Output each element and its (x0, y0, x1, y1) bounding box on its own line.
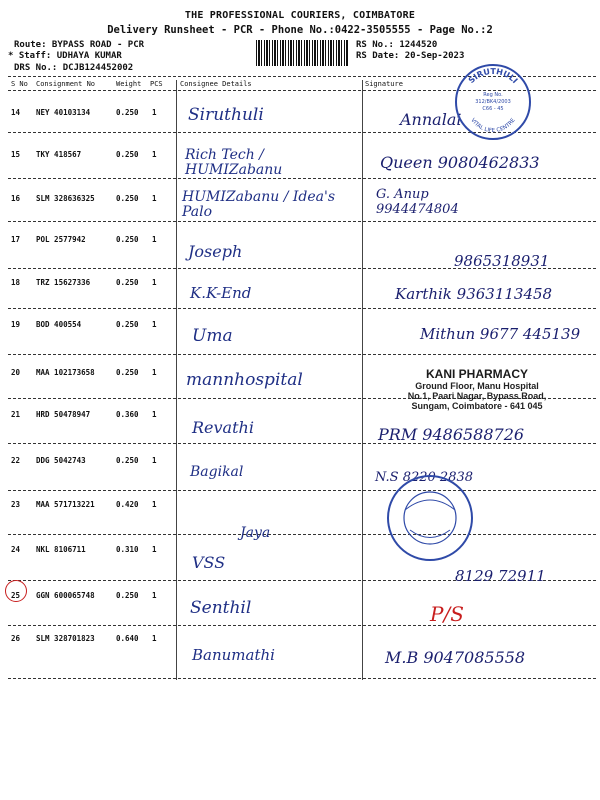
row-pcs: 1 (152, 194, 157, 203)
row-consignment: TKY 418567 (36, 150, 82, 159)
row-weight: 0.310 (116, 545, 139, 554)
row-sno: 19 (11, 320, 21, 329)
stamp-code: C66 - 45 (482, 106, 504, 112)
table-row (0, 482, 600, 524)
row-consignment: SLM 328701823 (36, 634, 95, 643)
col-consignee: Consignee Details (180, 80, 252, 88)
hw-signature: G. Anup 9944474804 (376, 187, 459, 217)
row-weight: 0.250 (116, 235, 139, 244)
hw-signature: Annalai (400, 110, 462, 129)
row-pcs: 1 (152, 591, 157, 600)
row-pcs: 1 (152, 545, 157, 554)
stamp-top-text: SIRUTHULI (466, 66, 520, 86)
row-sno: 18 (11, 278, 21, 287)
circled-row-marker (5, 580, 27, 602)
row-weight: 0.250 (116, 368, 139, 377)
row-consignment: DDG 5042743 (36, 456, 86, 465)
row-sno: 21 (11, 410, 21, 419)
svg-text:SIRUTHULI (467, 67, 520, 85)
row-pcs: 1 (152, 500, 157, 509)
row-sno: 22 (11, 456, 21, 465)
rs-number: RS No.: 1244520 (356, 40, 438, 50)
hw-consignee: Uma (192, 326, 233, 346)
col-consignment: Consignment No (36, 80, 96, 88)
pharmacy-address-2: No.1, Paari Nagar, Bypass Road, (407, 391, 547, 401)
row-pcs: 1 (152, 634, 157, 643)
hw-consignee: mannhospital (186, 370, 303, 390)
row-consignment: NEY 40103134 (36, 108, 91, 117)
company-title: THE PROFESSIONAL COURIERS, COIMBATORE (184, 10, 416, 21)
col-signature: Signature (365, 80, 403, 88)
row-consignment: BOD 400554 (36, 320, 82, 329)
row-consignment: SLM 328636325 (36, 194, 95, 203)
row-weight: 0.420 (116, 500, 139, 509)
hw-consignee: Joseph (188, 242, 243, 261)
hw-signature: M.B 9047085558 (385, 648, 526, 667)
row-pcs: 1 (152, 410, 157, 419)
hw-signature: Queen 9080462833 (380, 153, 540, 172)
row-weight: 0.250 (116, 320, 139, 329)
hw-consignee: Rich Tech / HUMIZabanu (185, 147, 283, 178)
row-pcs: 1 (152, 456, 157, 465)
hw-consignee: HUMIZabanu / Idea's Palo (182, 189, 336, 220)
hw-consignee: Bagikal (190, 464, 244, 480)
row-divider (8, 678, 596, 679)
row-pcs: 1 (152, 278, 157, 287)
row-consignment: HRD 50478947 (36, 410, 91, 419)
runsheet-subtitle: Delivery Runsheet - PCR - Phone No.:0422-3505555 - Page No.:2 (107, 24, 493, 36)
hw-consignee: Jaya (240, 525, 271, 541)
row-consignment: TRZ 15627336 (36, 278, 91, 287)
hw-consignee: Senthil (190, 598, 252, 618)
hw-signature: N.S 8220 2838 (375, 470, 474, 485)
col-sno: S No (11, 80, 28, 88)
hw-consignee: VSS (192, 553, 226, 572)
hw-consignee: Banumathi (192, 646, 275, 664)
rs-date: RS Date: 20-Sep-2023 (356, 51, 465, 61)
hw-signature-red: P/S (430, 602, 464, 626)
row-sno: 16 (11, 194, 21, 203)
col-pcs: PCS (150, 80, 163, 88)
row-weight: 0.250 (116, 194, 139, 203)
row-sno: 15 (11, 150, 21, 159)
row-sno: 25 (11, 591, 21, 600)
siruthuli-stamp (455, 64, 531, 140)
hw-signature: Karthik 9363113458 (395, 285, 553, 303)
row-weight: 0.360 (116, 410, 139, 419)
row-weight: 0.640 (116, 634, 139, 643)
hw-signature: 8129 72911 (455, 567, 546, 585)
row-pcs: 1 (152, 320, 157, 329)
svg-text:VITAL LIFE CENTRE (469, 117, 517, 134)
pharmacy-address-1: Ground Floor, Manu Hospital (415, 381, 539, 391)
row-pcs: 1 (152, 235, 157, 244)
row-sno: 14 (11, 108, 21, 117)
row-sno: 17 (11, 235, 21, 244)
col-weight: Weight (116, 80, 142, 88)
row-consignment: POL 2577942 (36, 235, 86, 244)
table-row (0, 527, 600, 569)
stamp-bottom-text: VITAL LIFE CENTRE (469, 117, 517, 135)
row-sno: 26 (11, 634, 21, 643)
row-sno: 24 (11, 545, 21, 554)
row-weight: 0.250 (116, 108, 139, 117)
stamp-reg-number: 312/BK4/2003 (475, 99, 511, 105)
hw-consignee: Siruthuli (188, 105, 264, 125)
row-weight: 0.250 (116, 591, 139, 600)
table-row (0, 438, 600, 480)
row-sno: 20 (11, 368, 21, 377)
hw-consignee: Revathi (192, 418, 254, 437)
hw-consignee: K.K-End (190, 284, 252, 302)
pharmacy-stamp (362, 367, 592, 411)
row-weight: 0.250 (116, 150, 139, 159)
hw-signature: Mithun 9677 445139 (420, 325, 581, 343)
pharmacy-address-3: Sungam, Coimbatore - 641 045 (411, 401, 543, 411)
row-pcs: 1 (152, 108, 157, 117)
company-seal (380, 470, 480, 565)
row-consignment: MAA 102173658 (36, 368, 95, 377)
stamp-reg-label: Reg No. (483, 92, 503, 98)
hw-signature: PRM 9486588726 (378, 425, 525, 444)
row-sno: 23 (11, 500, 21, 509)
row-consignment: NKL 8106711 (36, 545, 86, 554)
pharmacy-name: KANI PHARMACY (426, 367, 528, 381)
row-weight: 0.250 (116, 278, 139, 287)
row-consignment: GGN 600065748 (36, 591, 95, 600)
row-pcs: 1 (152, 150, 157, 159)
staff-label: * Staff: UDHAYA KUMAR (8, 51, 122, 61)
route-label: Route: BYPASS ROAD - PCR (14, 40, 145, 50)
barcode (256, 40, 348, 66)
row-weight: 0.250 (116, 456, 139, 465)
drs-number: DRS No.: DCJB124452002 (14, 63, 134, 73)
row-consignment: MAA 571713221 (36, 500, 95, 509)
row-pcs: 1 (152, 368, 157, 377)
hw-signature: 9865318931 (454, 252, 550, 270)
